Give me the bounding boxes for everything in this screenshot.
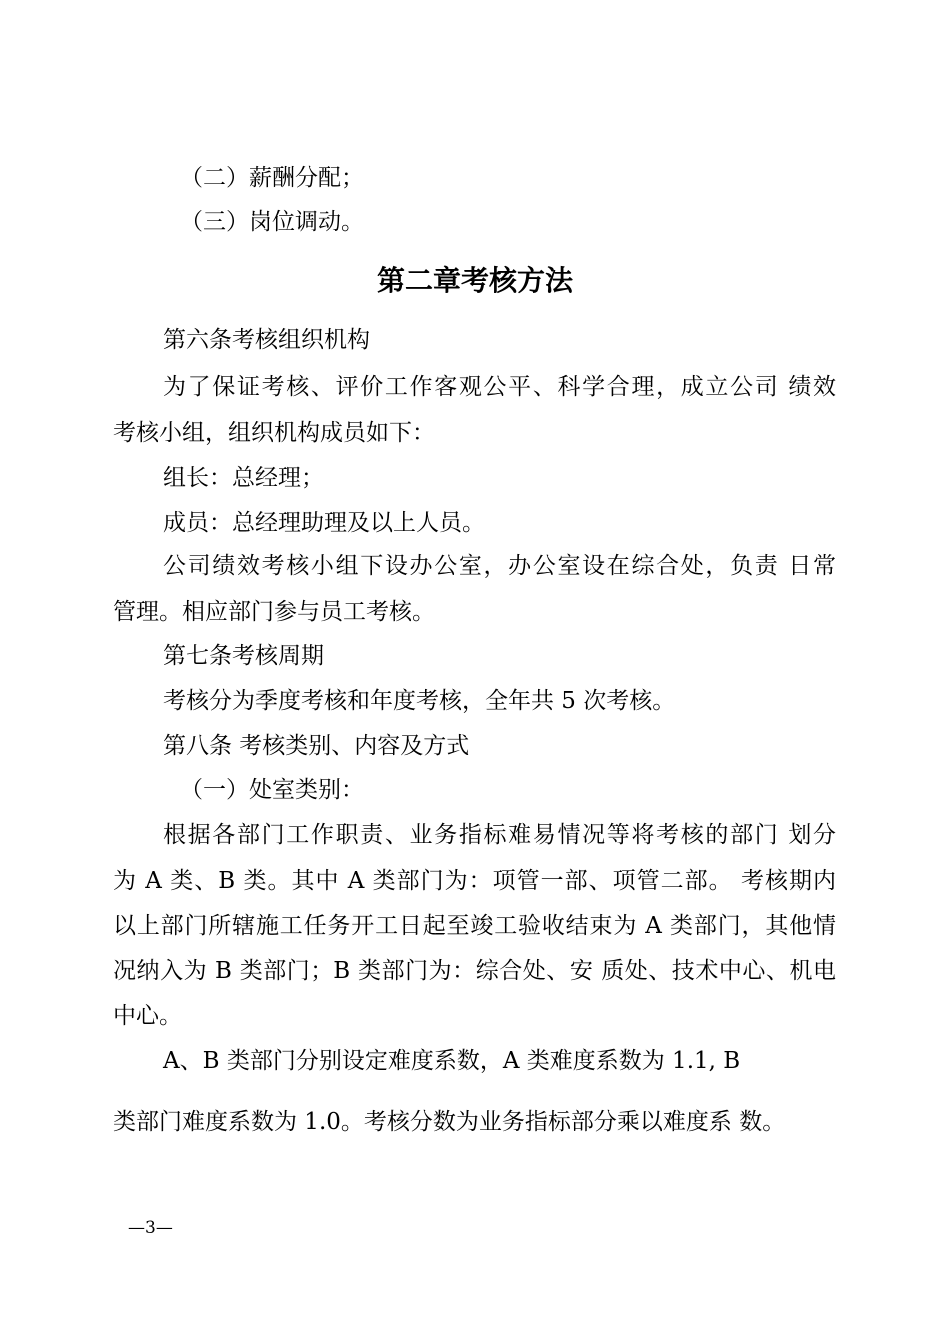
article-6-heading: 第六条考核组织机构 bbox=[163, 327, 370, 353]
paragraph-line: 公司绩效考核小组下设办公室，办公室设在综合处，负责 日常 bbox=[163, 553, 836, 579]
paragraph-line: 类部门难度系数为 1.0。考核分数为业务指标部分乘以难度系 数。 bbox=[113, 1109, 786, 1135]
paragraph-line: 中心。 bbox=[113, 1003, 182, 1029]
article-8-heading: 第八条 考核类别、内容及方式 bbox=[163, 733, 470, 759]
chapter-title: 第二章考核方法 bbox=[376, 264, 573, 297]
list-item-dept-category: （一）处室类别： bbox=[180, 777, 364, 803]
paragraph-line: 组长：总经理； bbox=[163, 465, 324, 491]
paragraph-line: 管理。相应部门参与员工考核。 bbox=[113, 599, 435, 625]
paragraph-line: 成员：总经理助理及以上人员。 bbox=[163, 510, 485, 536]
paragraph-line: 考核小组，组织机构成员如下： bbox=[113, 420, 435, 446]
paragraph-line: 为 A 类、B 类。其中 A 类部门为：项管一部、项管二部。 考核期内 bbox=[113, 868, 836, 894]
paragraph-line: A、B 类部门分别设定难度系数，A 类难度系数为 1.1, B bbox=[163, 1048, 741, 1074]
paragraph-line: 况纳入为 B 类部门；B 类部门为：综合处、安 质处、技术中心、机电 bbox=[113, 958, 836, 984]
paragraph-line: 以上部门所辖施工任务开工日起至竣工验收结束为 A 类部门，其他情 bbox=[113, 913, 836, 939]
list-item-transfer: （三）岗位调动。 bbox=[180, 209, 364, 235]
paragraph-line: 考核分为季度考核和年度考核，全年共 5 次考核。 bbox=[163, 688, 676, 714]
article-7-heading: 第七条考核周期 bbox=[163, 643, 324, 669]
paragraph-line: 为了保证考核、评价工作客观公平、科学合理，成立公司 绩效 bbox=[163, 374, 836, 400]
list-item-salary: （二）薪酬分配； bbox=[180, 165, 364, 191]
paragraph-line: 根据各部门工作职责、业务指标难易情况等将考核的部门 划分 bbox=[163, 822, 836, 848]
page-number: —3— bbox=[128, 1218, 173, 1238]
